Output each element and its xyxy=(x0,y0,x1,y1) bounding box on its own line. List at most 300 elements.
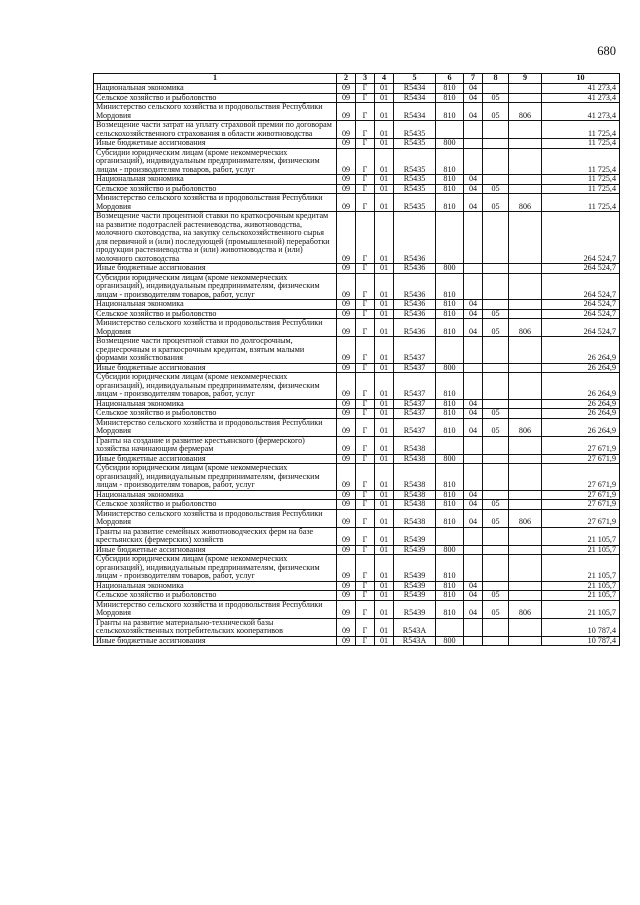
code-cell: 09 xyxy=(337,636,356,646)
header-cell: 7 xyxy=(464,74,483,84)
row-name-cell: Министерство сельского хозяйства и продовольствия Республики Мордовия xyxy=(94,319,337,337)
code-cell: 810 xyxy=(436,373,464,400)
amount-cell: 21 105,7 xyxy=(542,600,620,618)
row-name-cell: Министерство сельского хозяйства и продовольствия Республики Мордовия xyxy=(94,103,337,121)
code-cell: 05 xyxy=(483,600,509,618)
row-name-cell: Министерство сельского хозяйства и продовольствия Республики Мордовия xyxy=(94,194,337,212)
code-cell: 806 xyxy=(509,319,542,337)
amount-cell: 264 524,7 xyxy=(542,273,620,300)
code-cell: 09 xyxy=(337,409,356,419)
code-cell: 01 xyxy=(375,399,394,409)
code-cell xyxy=(464,337,483,364)
code-cell: 800 xyxy=(436,454,464,464)
amount-cell: 11 725,4 xyxy=(542,194,620,212)
code-cell xyxy=(483,148,509,175)
code-cell: Г xyxy=(356,212,375,264)
code-cell: 800 xyxy=(436,363,464,373)
code-cell: 04 xyxy=(464,600,483,618)
code-cell: Г xyxy=(356,618,375,636)
amount-cell: 26 264,9 xyxy=(542,363,620,373)
budget-table-container xyxy=(93,73,619,646)
code-cell: Г xyxy=(356,490,375,500)
code-cell: 810 xyxy=(436,399,464,409)
code-cell xyxy=(464,373,483,400)
code-cell: 09 xyxy=(337,399,356,409)
code-cell xyxy=(464,148,483,175)
code-cell xyxy=(509,148,542,175)
code-cell: 09 xyxy=(337,264,356,274)
code-cell: R5434 xyxy=(394,103,436,121)
code-cell xyxy=(483,363,509,373)
code-cell: 04 xyxy=(464,300,483,310)
table-row xyxy=(94,121,620,139)
code-cell: R5438 xyxy=(394,436,436,454)
code-cell: 800 xyxy=(436,264,464,274)
code-cell: 05 xyxy=(483,93,509,103)
code-cell: 04 xyxy=(464,418,483,436)
header-cell: 3 xyxy=(356,74,375,84)
amount-cell: 264 524,7 xyxy=(542,212,620,264)
code-cell xyxy=(436,337,464,364)
code-cell: 01 xyxy=(375,194,394,212)
code-cell: 09 xyxy=(337,545,356,555)
code-cell: 04 xyxy=(464,93,483,103)
code-cell xyxy=(509,618,542,636)
code-cell: Г xyxy=(356,148,375,175)
row-name-cell: Сельское хозяйство и рыболовство xyxy=(94,309,337,319)
code-cell: 04 xyxy=(464,591,483,601)
code-cell xyxy=(483,212,509,264)
code-cell xyxy=(483,399,509,409)
row-name-cell: Сельское хозяйство и рыболовство xyxy=(94,184,337,194)
code-cell xyxy=(509,581,542,591)
code-cell: 810 xyxy=(436,84,464,94)
code-cell: 01 xyxy=(375,436,394,454)
code-cell: R5437 xyxy=(394,418,436,436)
table-row xyxy=(94,319,620,337)
code-cell: R543A xyxy=(394,636,436,646)
header-cell: 9 xyxy=(509,74,542,84)
code-cell: Г xyxy=(356,399,375,409)
code-cell: 810 xyxy=(436,500,464,510)
table-row xyxy=(94,309,620,319)
code-cell xyxy=(464,454,483,464)
code-cell xyxy=(509,591,542,601)
code-cell: 04 xyxy=(464,309,483,319)
code-cell: 01 xyxy=(375,300,394,310)
code-cell: Г xyxy=(356,409,375,419)
header-cell: 8 xyxy=(483,74,509,84)
code-cell: Г xyxy=(356,436,375,454)
code-cell: 810 xyxy=(436,300,464,310)
table-row xyxy=(94,194,620,212)
code-cell: 810 xyxy=(436,490,464,500)
code-cell: 09 xyxy=(337,175,356,185)
code-cell xyxy=(483,373,509,400)
code-cell xyxy=(509,139,542,149)
code-cell: Г xyxy=(356,545,375,555)
code-cell xyxy=(464,212,483,264)
header-cell: 6 xyxy=(436,74,464,84)
code-cell xyxy=(509,175,542,185)
code-cell: 05 xyxy=(483,194,509,212)
code-cell: R5435 xyxy=(394,184,436,194)
amount-cell: 27 671,9 xyxy=(542,500,620,510)
code-cell: 01 xyxy=(375,454,394,464)
table-row xyxy=(94,273,620,300)
code-cell: 04 xyxy=(464,194,483,212)
table-row xyxy=(94,93,620,103)
code-cell: 01 xyxy=(375,490,394,500)
amount-cell: 26 264,9 xyxy=(542,418,620,436)
amount-cell: 27 671,9 xyxy=(542,509,620,527)
table-row xyxy=(94,363,620,373)
row-name-cell: Иные бюджетные ассигнования xyxy=(94,139,337,149)
code-cell: R5436 xyxy=(394,309,436,319)
table-row xyxy=(94,373,620,400)
page-number: 680 xyxy=(597,44,616,58)
code-cell: 01 xyxy=(375,309,394,319)
code-cell: 810 xyxy=(436,600,464,618)
code-cell: 05 xyxy=(483,184,509,194)
code-cell: Г xyxy=(356,363,375,373)
table-row xyxy=(94,175,620,185)
code-cell xyxy=(483,618,509,636)
table-row xyxy=(94,591,620,601)
code-cell: 800 xyxy=(436,545,464,555)
code-cell: 01 xyxy=(375,148,394,175)
amount-cell: 11 725,4 xyxy=(542,175,620,185)
code-cell: Г xyxy=(356,527,375,545)
code-cell xyxy=(509,464,542,491)
amount-cell: 21 105,7 xyxy=(542,527,620,545)
code-cell: R5436 xyxy=(394,319,436,337)
code-cell xyxy=(509,409,542,419)
row-name-cell: Иные бюджетные ассигнования xyxy=(94,545,337,555)
code-cell: R5439 xyxy=(394,600,436,618)
code-cell xyxy=(483,264,509,274)
code-cell: 09 xyxy=(337,309,356,319)
code-cell xyxy=(464,436,483,454)
code-cell xyxy=(509,545,542,555)
code-cell: Г xyxy=(356,418,375,436)
code-cell: 09 xyxy=(337,373,356,400)
table-row xyxy=(94,300,620,310)
code-cell: 05 xyxy=(483,509,509,527)
table-row xyxy=(94,409,620,419)
code-cell xyxy=(483,121,509,139)
amount-cell: 41 273,4 xyxy=(542,93,620,103)
code-cell: 01 xyxy=(375,212,394,264)
header-cell: 5 xyxy=(394,74,436,84)
code-cell xyxy=(509,337,542,364)
code-cell: 09 xyxy=(337,436,356,454)
code-cell: 09 xyxy=(337,84,356,94)
code-cell: 810 xyxy=(436,581,464,591)
code-cell: 04 xyxy=(464,409,483,419)
code-cell: 09 xyxy=(337,618,356,636)
code-cell: 04 xyxy=(464,175,483,185)
code-cell: Г xyxy=(356,600,375,618)
code-cell xyxy=(436,212,464,264)
code-cell xyxy=(483,545,509,555)
table-row xyxy=(94,139,620,149)
code-cell: 01 xyxy=(375,545,394,555)
code-cell: 05 xyxy=(483,409,509,419)
code-cell: 810 xyxy=(436,591,464,601)
table-row xyxy=(94,600,620,618)
code-cell: R5439 xyxy=(394,581,436,591)
row-name-cell: Иные бюджетные ассигнования xyxy=(94,454,337,464)
table-row xyxy=(94,527,620,545)
code-cell: R5438 xyxy=(394,490,436,500)
code-cell: 01 xyxy=(375,103,394,121)
code-cell: R5438 xyxy=(394,500,436,510)
code-cell: R5435 xyxy=(394,148,436,175)
code-cell: 810 xyxy=(436,194,464,212)
amount-cell: 21 105,7 xyxy=(542,581,620,591)
code-cell xyxy=(509,490,542,500)
code-cell xyxy=(509,309,542,319)
row-name-cell: Национальная экономика xyxy=(94,84,337,94)
code-cell: R5437 xyxy=(394,337,436,364)
code-cell xyxy=(464,527,483,545)
code-cell: Г xyxy=(356,103,375,121)
code-cell: 806 xyxy=(509,418,542,436)
code-cell xyxy=(436,527,464,545)
amount-cell: 264 524,7 xyxy=(542,309,620,319)
code-cell xyxy=(509,500,542,510)
code-cell: 09 xyxy=(337,464,356,491)
row-name-cell: Иные бюджетные ассигнования xyxy=(94,264,337,274)
code-cell: 810 xyxy=(436,464,464,491)
code-cell xyxy=(464,363,483,373)
amount-cell: 21 105,7 xyxy=(542,545,620,555)
amount-cell: 26 264,9 xyxy=(542,337,620,364)
code-cell xyxy=(464,636,483,646)
code-cell xyxy=(436,121,464,139)
code-cell: 01 xyxy=(375,363,394,373)
amount-cell: 11 725,4 xyxy=(542,148,620,175)
code-cell xyxy=(464,139,483,149)
code-cell xyxy=(483,139,509,149)
code-cell: 01 xyxy=(375,555,394,582)
code-cell: 800 xyxy=(436,636,464,646)
code-cell: 04 xyxy=(464,399,483,409)
code-cell: 806 xyxy=(509,103,542,121)
code-cell: R5435 xyxy=(394,139,436,149)
code-cell: 09 xyxy=(337,103,356,121)
code-cell: 09 xyxy=(337,527,356,545)
code-cell: 810 xyxy=(436,555,464,582)
amount-cell: 21 105,7 xyxy=(542,555,620,582)
code-cell: 01 xyxy=(375,93,394,103)
code-cell: Г xyxy=(356,454,375,464)
code-cell xyxy=(464,121,483,139)
code-cell xyxy=(483,490,509,500)
code-cell: Г xyxy=(356,555,375,582)
code-cell xyxy=(509,84,542,94)
row-name-cell: Возмещение части процентной ставки по долгосрочным, среднесрочным и краткосрочным кредитам, взятым малыми формами хозяйствования xyxy=(94,337,337,364)
code-cell xyxy=(509,273,542,300)
code-cell: 810 xyxy=(436,509,464,527)
code-cell: 01 xyxy=(375,264,394,274)
row-name-cell: Возмещение части затрат на уплату страховой премии по договорам сельскохозяйственного страхования в области животноводства xyxy=(94,121,337,139)
code-cell xyxy=(464,464,483,491)
code-cell: 01 xyxy=(375,509,394,527)
code-cell: 800 xyxy=(436,139,464,149)
code-cell xyxy=(509,636,542,646)
code-cell: Г xyxy=(356,337,375,364)
code-cell: R5435 xyxy=(394,194,436,212)
header-cell: 4 xyxy=(375,74,394,84)
code-cell: Г xyxy=(356,264,375,274)
code-cell: R5438 xyxy=(394,464,436,491)
code-cell: 01 xyxy=(375,600,394,618)
code-cell: 01 xyxy=(375,464,394,491)
code-cell: 01 xyxy=(375,184,394,194)
code-cell xyxy=(464,545,483,555)
code-cell: 806 xyxy=(509,194,542,212)
code-cell: 04 xyxy=(464,509,483,527)
amount-cell: 27 671,9 xyxy=(542,436,620,454)
table-row xyxy=(94,148,620,175)
code-cell: 09 xyxy=(337,490,356,500)
table-row xyxy=(94,264,620,274)
code-cell: 01 xyxy=(375,337,394,364)
code-cell: Г xyxy=(356,500,375,510)
code-cell xyxy=(464,555,483,582)
code-cell: 01 xyxy=(375,591,394,601)
code-cell: 05 xyxy=(483,500,509,510)
code-cell: 09 xyxy=(337,581,356,591)
code-cell: 09 xyxy=(337,93,356,103)
code-cell: R5435 xyxy=(394,121,436,139)
row-name-cell: Сельское хозяйство и рыболовство xyxy=(94,500,337,510)
code-cell: 09 xyxy=(337,418,356,436)
table-row xyxy=(94,636,620,646)
table-row xyxy=(94,509,620,527)
code-cell: R5437 xyxy=(394,373,436,400)
code-cell: R5439 xyxy=(394,591,436,601)
code-cell: 01 xyxy=(375,636,394,646)
code-cell: 01 xyxy=(375,84,394,94)
code-cell: Г xyxy=(356,509,375,527)
table-row xyxy=(94,555,620,582)
amount-cell: 11 725,4 xyxy=(542,184,620,194)
code-cell: 01 xyxy=(375,618,394,636)
code-cell: Г xyxy=(356,636,375,646)
code-cell: Г xyxy=(356,273,375,300)
code-cell: Г xyxy=(356,309,375,319)
row-name-cell: Национальная экономика xyxy=(94,175,337,185)
code-cell xyxy=(509,555,542,582)
code-cell: 09 xyxy=(337,319,356,337)
code-cell: 810 xyxy=(436,184,464,194)
code-cell xyxy=(483,555,509,582)
table-body xyxy=(94,84,620,646)
table-row xyxy=(94,454,620,464)
code-cell: R5438 xyxy=(394,509,436,527)
code-cell: 810 xyxy=(436,175,464,185)
code-cell: R5436 xyxy=(394,212,436,264)
code-cell: 04 xyxy=(464,319,483,337)
code-cell xyxy=(483,454,509,464)
table-row xyxy=(94,490,620,500)
code-cell xyxy=(509,527,542,545)
code-cell xyxy=(509,93,542,103)
code-cell: Г xyxy=(356,581,375,591)
code-cell: 810 xyxy=(436,409,464,419)
table-row xyxy=(94,545,620,555)
code-cell xyxy=(509,300,542,310)
code-cell: 09 xyxy=(337,600,356,618)
row-name-cell: Сельское хозяйство и рыболовство xyxy=(94,409,337,419)
code-cell: R543A xyxy=(394,618,436,636)
code-cell: 09 xyxy=(337,591,356,601)
code-cell: 01 xyxy=(375,121,394,139)
code-cell: R5436 xyxy=(394,273,436,300)
code-cell xyxy=(509,212,542,264)
table-header-row xyxy=(94,74,620,84)
code-cell: 810 xyxy=(436,418,464,436)
code-cell: Г xyxy=(356,184,375,194)
code-cell: 09 xyxy=(337,184,356,194)
code-cell: 09 xyxy=(337,194,356,212)
code-cell: 09 xyxy=(337,363,356,373)
code-cell: 05 xyxy=(483,418,509,436)
row-name-cell: Гранты на развитие семейных животноводческих ферм на базе крестьянских (фермерских) хозяйств xyxy=(94,527,337,545)
code-cell xyxy=(464,264,483,274)
code-cell xyxy=(483,581,509,591)
code-cell: R5437 xyxy=(394,363,436,373)
budget-table xyxy=(93,73,620,646)
code-cell: Г xyxy=(356,373,375,400)
code-cell: Г xyxy=(356,464,375,491)
amount-cell: 10 787,4 xyxy=(542,636,620,646)
code-cell: 810 xyxy=(436,93,464,103)
code-cell: Г xyxy=(356,591,375,601)
code-cell: 810 xyxy=(436,319,464,337)
code-cell: 810 xyxy=(436,103,464,121)
row-name-cell: Возмещение части процентной ставки по краткосрочным кредитам на развитие подотраслей растениеводства, животноводства, молочного скотоводства, на закупку сельскохозяйственного сырья для первичной и (или) последующей (промышленной) переработки продукции растениеводства и (или) животноводства и (или) молочного скотоводства xyxy=(94,212,337,264)
row-name-cell: Гранты на создание и развитие крестьянского (фермерского) хозяйства начинающим фермерам xyxy=(94,436,337,454)
table-row xyxy=(94,103,620,121)
header-cell: 10 xyxy=(542,74,620,84)
table-row xyxy=(94,500,620,510)
code-cell: 05 xyxy=(483,309,509,319)
row-name-cell: Субсидии юридическим лицам (кроме некоммерческих организаций), индивидуальным предпринимателям, физическим лицам - производителям товаров, работ, услуг xyxy=(94,273,337,300)
code-cell xyxy=(483,337,509,364)
table-row xyxy=(94,337,620,364)
table-row xyxy=(94,399,620,409)
code-cell: 806 xyxy=(509,509,542,527)
code-cell: R5437 xyxy=(394,409,436,419)
code-cell: 09 xyxy=(337,148,356,175)
code-cell: R5438 xyxy=(394,454,436,464)
code-cell: Г xyxy=(356,93,375,103)
code-cell xyxy=(483,175,509,185)
code-cell: Г xyxy=(356,319,375,337)
code-cell: 05 xyxy=(483,591,509,601)
code-cell: 05 xyxy=(483,319,509,337)
code-cell xyxy=(483,464,509,491)
row-name-cell: Субсидии юридическим лицам (кроме некоммерческих организаций), индивидуальным предпринимателям, физическим лицам - производителям товаров, работ, услуг xyxy=(94,373,337,400)
code-cell: R5439 xyxy=(394,545,436,555)
table-row xyxy=(94,464,620,491)
code-cell: R5437 xyxy=(394,399,436,409)
code-cell: R5439 xyxy=(394,555,436,582)
